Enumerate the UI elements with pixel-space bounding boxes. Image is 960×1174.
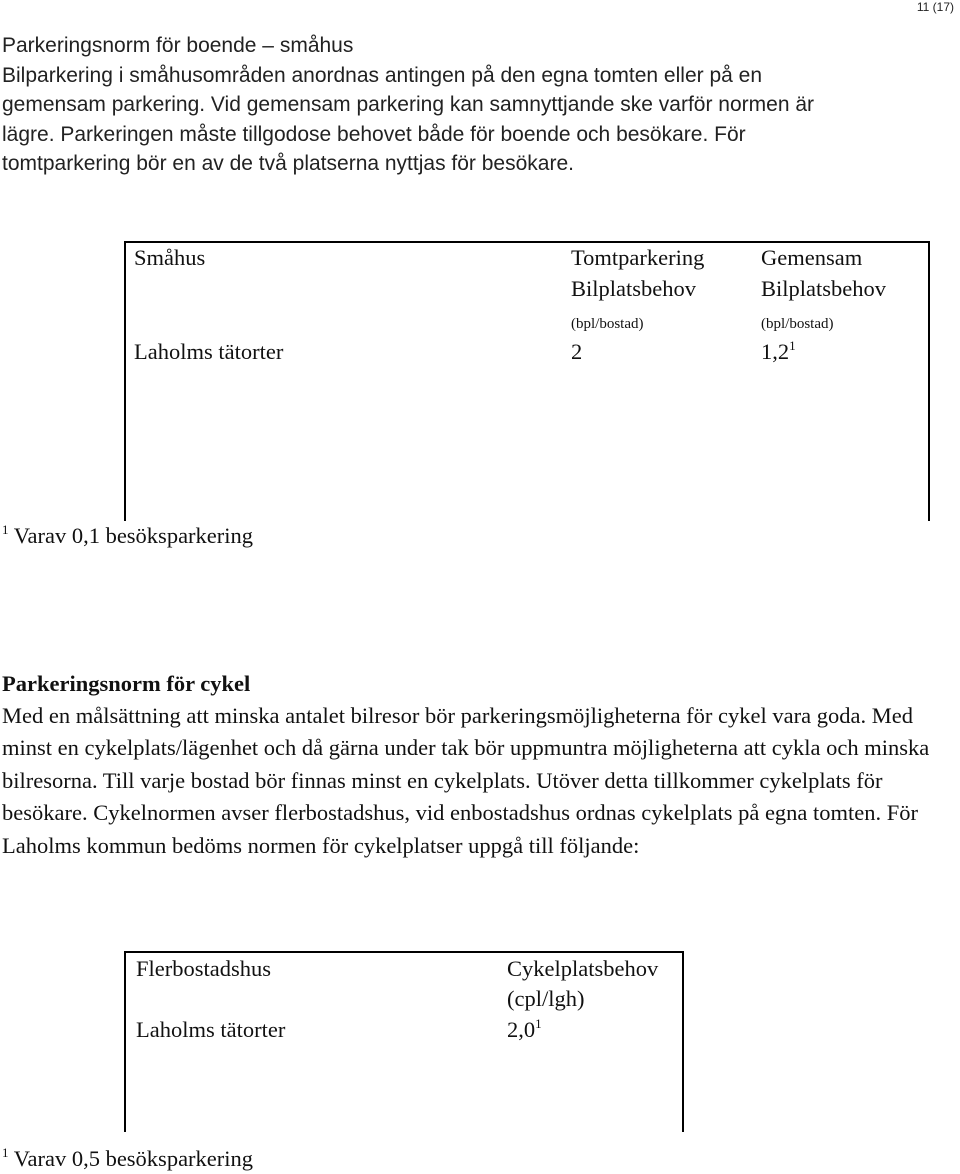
paragraph-cykel: Med en målsättning att minska antalet bilresor bör parkeringsmöjligheterna för cykel vara goda. Med minst en cykelplats/lägenhet och då gärna under tak bör uppmuntra möjligheterna att cykla och minska bilresorna. Till varje bostad bör finnas minst en cykelplats. Utöver detta tillkommer cykelplats för besökare. Cykelnormen avser flerbostadshus, vid enbostadshus ordnas cykelplats på egna tomten. För Laholms kommun bedöms normen för cykelplatser uppgå till följande: — [2, 703, 930, 858]
table-row-label: Laholms tätorter — [136, 1017, 286, 1042]
footnote: $^1$ Varav 0,1 besöksparkering — [2, 522, 254, 548]
table-header-flerbostadshus: Flerbostadshus — [136, 956, 271, 981]
paragraph-line: gemensam parkering. Vid gemensam parkering kan samnyttjande ske varför normen är — [2, 93, 815, 116]
section-heading-cykel: Parkeringsnorm för cykel — [2, 671, 251, 696]
table-border-left — [124, 951, 126, 1132]
section-heading-smahus: Parkeringsnorm för boende – småhus — [2, 34, 354, 57]
table-cell-cykel: $2,0^1$ — [507, 1016, 542, 1042]
footnote-ref: 1 — [789, 338, 796, 353]
page-number: 11 (17) — [916, 0, 954, 14]
table-header-bilplatsbehov: Bilplatsbehov — [761, 276, 886, 301]
table-header-cykelplatsbehov: Cykelplatsbehov — [507, 956, 659, 981]
paragraph-line: lägre. Parkeringen måste tillgodose behovet både för boende och besökare. För — [2, 122, 746, 146]
paragraph-line: tomtparkering bör en av de två platserna nyttjas för besökare. — [2, 152, 574, 175]
table-border-right — [682, 951, 684, 1132]
table-border-top — [124, 241, 930, 243]
table-cell-tomt: 2 — [571, 339, 583, 364]
table-border-left — [124, 241, 126, 521]
table-row-label: Laholms tätorter — [134, 339, 284, 364]
table-unit: (bpl/bostad) — [761, 316, 834, 332]
table-header-smahus: Småhus — [134, 245, 206, 270]
table-unit: (cpl/lgh) — [507, 986, 585, 1011]
table-border-right — [928, 241, 930, 521]
footnote: $^1$ Varav 0,5 besöksparkering — [2, 1145, 254, 1171]
paragraph-line: Bilparkering i småhusområden anordnas antingen på den egna tomten eller på en — [2, 63, 762, 87]
table-cell-gemensam: $1,2^1$ — [761, 338, 796, 364]
table-header-bilplatsbehov: Bilplatsbehov — [571, 276, 696, 301]
table-header-tomtparkering: Tomtparkering — [571, 245, 705, 270]
footnote-ref: 1 — [535, 1016, 542, 1031]
table-unit: (bpl/bostad) — [571, 316, 644, 332]
table-border-top — [124, 951, 684, 953]
table-header-gemensam: Gemensam — [761, 245, 863, 270]
